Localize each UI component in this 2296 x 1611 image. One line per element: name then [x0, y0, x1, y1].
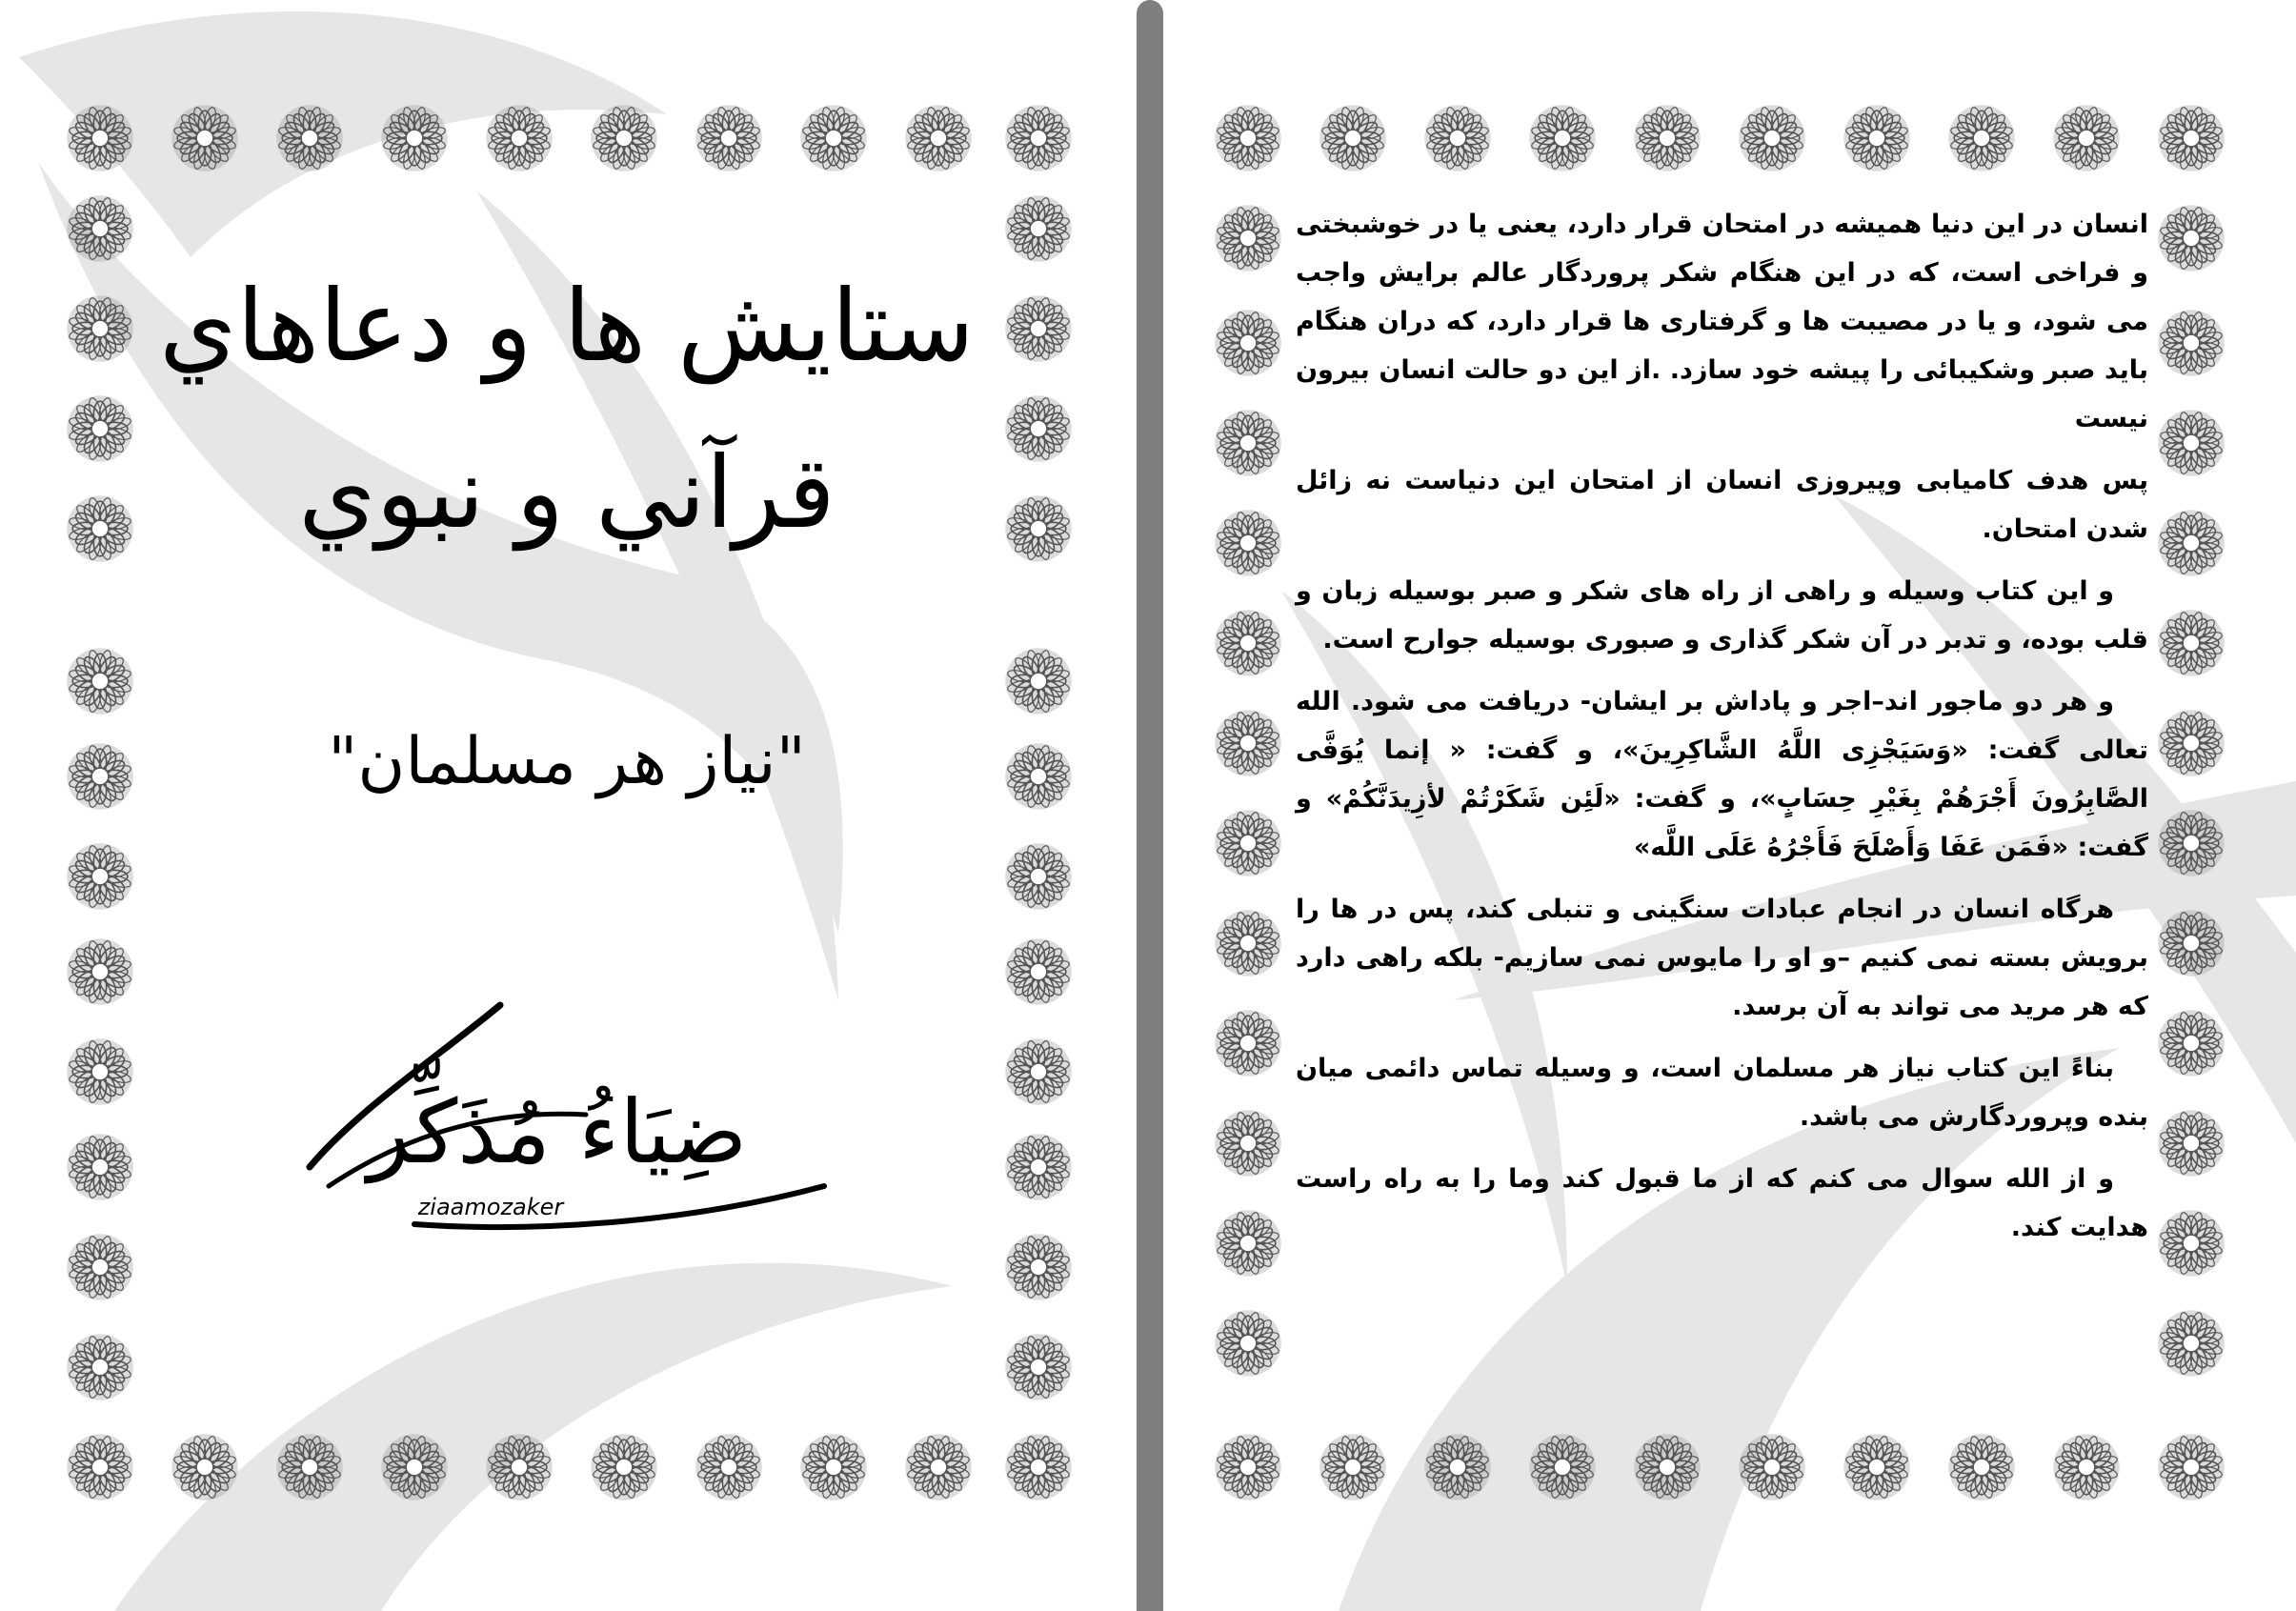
- rosette-icon: [484, 1432, 554, 1502]
- rosette-icon: [65, 193, 135, 264]
- rosette-icon: [2156, 708, 2226, 778]
- rosette-icon: [65, 1132, 135, 1202]
- rosette-icon: [2051, 103, 2122, 173]
- rosette-icon: [1003, 1332, 1074, 1402]
- rosette-icon: [2156, 1108, 2226, 1178]
- rosette-icon: [1632, 103, 1702, 173]
- rosette-icon: [65, 1037, 135, 1107]
- rosette-icon: [2156, 203, 2226, 273]
- rosette-icon: [2156, 1208, 2226, 1279]
- rosette-icon: [903, 1432, 974, 1502]
- rosette-icon: [1213, 1308, 1283, 1379]
- logo-latin-text: ziaamozaker: [417, 1194, 564, 1220]
- rosette-icon: [65, 741, 135, 812]
- rosette-icon: [1946, 1432, 2017, 1502]
- rosette-icon: [2051, 1432, 2122, 1502]
- book-spine: [1137, 0, 1163, 1611]
- rosette-icon: [2156, 308, 2226, 378]
- paragraph: هرگاه انسان در انجام عبادات سنگینی و تنبلی کند، پس در ها را برویش بسته نمی کنیم –و او را مایوس نمی سازیم- بلکه راهی دارد که هر مرید می تواند به آن برسد.: [1296, 895, 2148, 1021]
- paragraph: و از الله سوال می کنم که از ما قبول کند وما را به راه راست هدایت کند.: [1296, 1164, 2148, 1242]
- rosette-icon: [1003, 1232, 1074, 1302]
- calligraphy-logo: [300, 996, 834, 1272]
- rosette-icon: [1527, 103, 1598, 173]
- rosette-icon: [1737, 1432, 1807, 1502]
- rosette-icon: [1422, 103, 1493, 173]
- rosette-icon: [2156, 1308, 2226, 1379]
- rosette-icon: [1213, 203, 1283, 273]
- rosette-icon: [1737, 103, 1807, 173]
- paragraph: پس هدف کامیابی وپیروزی انسان از امتحان این دنیاست نه زائل شدن امتحان.: [1296, 466, 2148, 544]
- rosette-icon: [694, 1432, 764, 1502]
- rosette-icon: [798, 103, 869, 173]
- rosette-icon: [1213, 308, 1283, 378]
- paragraph: انسان در این دنیا همیشه در امتحان قرار دارد، یعنی یا در خوشبختی و فراخی است، که در این هنگام شکر پروردگار عالم برایش واجب می شود، و یا در مصیبت ها و گرفتاری ها قرار دارد، که دران هنگام باید صبر وشکیبائی را پیشه خود سازد. .از این دو حالت انسان بیرون نیست: [1296, 210, 2148, 433]
- rosette-icon: [1213, 408, 1283, 478]
- book-subtitle: "نیاز هر مسلمان": [328, 724, 806, 799]
- rosette-icon: [1003, 741, 1074, 812]
- rosette-icon: [1213, 1208, 1283, 1279]
- rosette-icon: [1527, 1432, 1598, 1502]
- rosette-icon: [589, 103, 659, 173]
- rosette-icon: [1213, 708, 1283, 778]
- rosette-icon: [2156, 608, 2226, 678]
- leaf-swoosh-icon: [0, 0, 1134, 1611]
- book-title-line-2: قرآني و نبوي: [298, 434, 836, 551]
- rosette-icon: [1213, 508, 1283, 578]
- logo-arabic-text: ضِيَاءُ مُذَكِّر: [367, 1081, 748, 1183]
- rosette-icon: [274, 103, 345, 173]
- left-page: [0, 0, 1134, 1611]
- rosette-icon: [170, 1432, 240, 1502]
- rosette-icon: [1213, 608, 1283, 678]
- paragraph: و این کتاب وسیله و راهی از راه های شکر و صبر بوسیله زبان و قلب بوده، و تدبر در آن شکر گذاری و صبوری بوسیله جوارح است.: [1296, 576, 2148, 654]
- rosette-icon: [1003, 841, 1074, 912]
- rosette-icon: [65, 1432, 135, 1502]
- rosette-icon: [694, 103, 764, 173]
- rosette-icon: [65, 841, 135, 912]
- rosette-icon: [798, 1432, 869, 1502]
- rosette-icon: [1318, 1432, 1388, 1502]
- rosette-icon: [1213, 808, 1283, 878]
- rosette-icon: [65, 646, 135, 716]
- rosette-icon: [903, 103, 974, 173]
- rosette-icon: [65, 936, 135, 1007]
- rosette-icon: [379, 1432, 450, 1502]
- rosette-icon: [1632, 1432, 1702, 1502]
- rosette-icon: [2156, 408, 2226, 478]
- right-page: [1167, 0, 2296, 1611]
- rosette-icon: [65, 1332, 135, 1402]
- rosette-icon: [1213, 1432, 1283, 1502]
- rosette-icon: [379, 103, 450, 173]
- rosette-icon: [484, 103, 554, 173]
- rosette-icon: [1003, 1037, 1074, 1107]
- rosette-icon: [1946, 103, 2017, 173]
- book-title-line-1: ستايش ها و دعاهاي: [159, 268, 975, 384]
- rosette-icon: [274, 1432, 345, 1502]
- rosette-icon: [1003, 646, 1074, 716]
- paragraph: و هر دو ماجور اند–اجر و پاداش بر ایشان- دریافت می شود. الله تعالی گفت: «وَسَيَجْزِى اللَّهُ الشَّاكِرِينَ»، و گفت: « إنما يُوَفَّى الصَّابِرُونَ أَجْرَهُمْ بِغَيْرِ حِسَابٍ»، و گفت: «لَئِن شَكَرْتُمْ لأزِيدَنَّكُمْ» و گفت: «فَمَن عَفَا وَأَصْلَحَ فَأَجْرُهُ عَلَى اللَّه»: [1296, 687, 2148, 862]
- rosette-icon: [1213, 1108, 1283, 1178]
- body-text: [1296, 200, 2148, 1265]
- rosette-icon: [1318, 103, 1388, 173]
- rosette-icon: [589, 1432, 659, 1502]
- rosette-icon: [1422, 1432, 1493, 1502]
- rosette-icon: [1213, 908, 1283, 978]
- rosette-icon: [2156, 808, 2226, 878]
- rosette-icon: [1213, 103, 1283, 173]
- paragraph: بناءً این کتاب نیاز هر مسلمان است، و وسیله تماس دائمی میان بنده وپروردگارش می باشد.: [1296, 1054, 2148, 1132]
- rosette-icon: [2156, 103, 2226, 173]
- rosette-icon: [1003, 936, 1074, 1007]
- rosette-icon: [1003, 193, 1074, 264]
- rosette-icon: [1842, 1432, 1912, 1502]
- rosette-icon: [2156, 908, 2226, 978]
- rosette-icon: [1003, 1132, 1074, 1202]
- rosette-icon: [65, 103, 135, 173]
- rosette-icon: [2156, 1432, 2226, 1502]
- rosette-icon: [65, 1232, 135, 1302]
- rosette-icon: [1842, 103, 1912, 173]
- rosette-icon: [2156, 1008, 2226, 1078]
- rosette-icon: [170, 103, 240, 173]
- rosette-icon: [2156, 508, 2226, 578]
- rosette-icon: [1003, 103, 1074, 173]
- rosette-icon: [1213, 1008, 1283, 1078]
- rosette-icon: [1003, 1432, 1074, 1502]
